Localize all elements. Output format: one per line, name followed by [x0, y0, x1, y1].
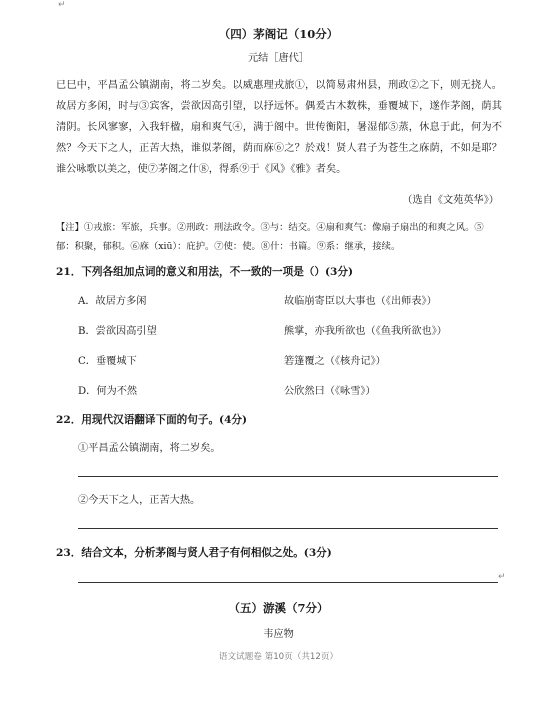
q23-answer-line[interactable]	[78, 582, 498, 583]
section5-title: （五）游溪（7分）	[228, 601, 329, 615]
annotation-notes: 【注】①戎旅：军旅，兵事。②刑政：刑法政令。③与：结交。④扇和爽气：像扇子扇出的和爽之风。⑤郁：积聚，郁积。⑥庥（xiū）：庇护。⑦使：使。⑧什：书篇。⑨系：继承，接续。	[56, 222, 484, 252]
paragraph-mark: ↵	[58, 0, 66, 10]
paragraph-mark-2: ↵	[498, 572, 506, 582]
q22-answer-line-1[interactable]	[78, 476, 498, 477]
passage-source: （选自《文苑英华》）	[402, 195, 499, 206]
section4-author: 元结［唐代］	[247, 53, 310, 64]
q21-option-a-left[interactable]: A．故居方多闲	[78, 296, 147, 307]
page-footer: 语文试题卷 第10页（共12页）	[218, 652, 339, 662]
passage-text: 已巳中，平昌孟公镇湖南，将二岁矣。以威惠理戎旅①，以简易肃州县，刑政②之下，则无挠人。故居方多闲，时与③宾客，尝欲因高引望，以抒远怀。偶爰古木数株，垂覆城下，遂作茅阁，荫其清阴。长风寥寥，入我轩楹，扇和爽气④，满于阁中。世传衡阳，暑湿郁⑤蒸，休息于此，何为不然？今天下之人，正苦大热，谁似茅阁，荫而庥⑥之？於戏！贤人君子为苍生之庥荫，不如是耶？谁公咏歌以美之，使⑦茅阁之什⑧，得系⑨于《风》《雅》者矣。	[56, 80, 502, 175]
q21-option-c-left[interactable]: C．垂覆城下	[78, 356, 137, 367]
section5-author: 韦应物	[263, 629, 294, 640]
question-23-stem: 23．结合文本，分析茅阁与贤人君子有何相似之处。(3分)	[56, 547, 332, 559]
question-21-stem: 21．下列各组加点词的意义和用法，不一致的一项是（）(3分)	[56, 266, 353, 278]
q21-option-b-left[interactable]: B．尝欲因高引望	[78, 326, 157, 337]
q22-answer-line-2[interactable]	[78, 528, 498, 529]
q21-option-a-right: 故临崩寄臣以大事也（《出师表》）	[284, 296, 437, 307]
q21-option-d-left[interactable]: D．何为不然	[78, 386, 138, 397]
q22-item-2: ②今天下之人，正苦大热。	[78, 495, 201, 506]
q21-option-c-right: 箬篷覆之（《核舟记》）	[284, 356, 386, 367]
question-22-stem: 22．用现代汉语翻译下面的句子。(4分)	[56, 414, 248, 426]
section4-title: （四）茅阁记（10分）	[218, 27, 339, 41]
q22-item-1: ①平昌孟公镇湖南，将二岁矣。	[78, 443, 221, 454]
q21-option-d-right: 公欣然曰（《咏雪》）	[284, 386, 376, 397]
q21-option-b-right: 熊掌，亦我所欲也（《鱼我所欲也》）	[284, 326, 447, 337]
